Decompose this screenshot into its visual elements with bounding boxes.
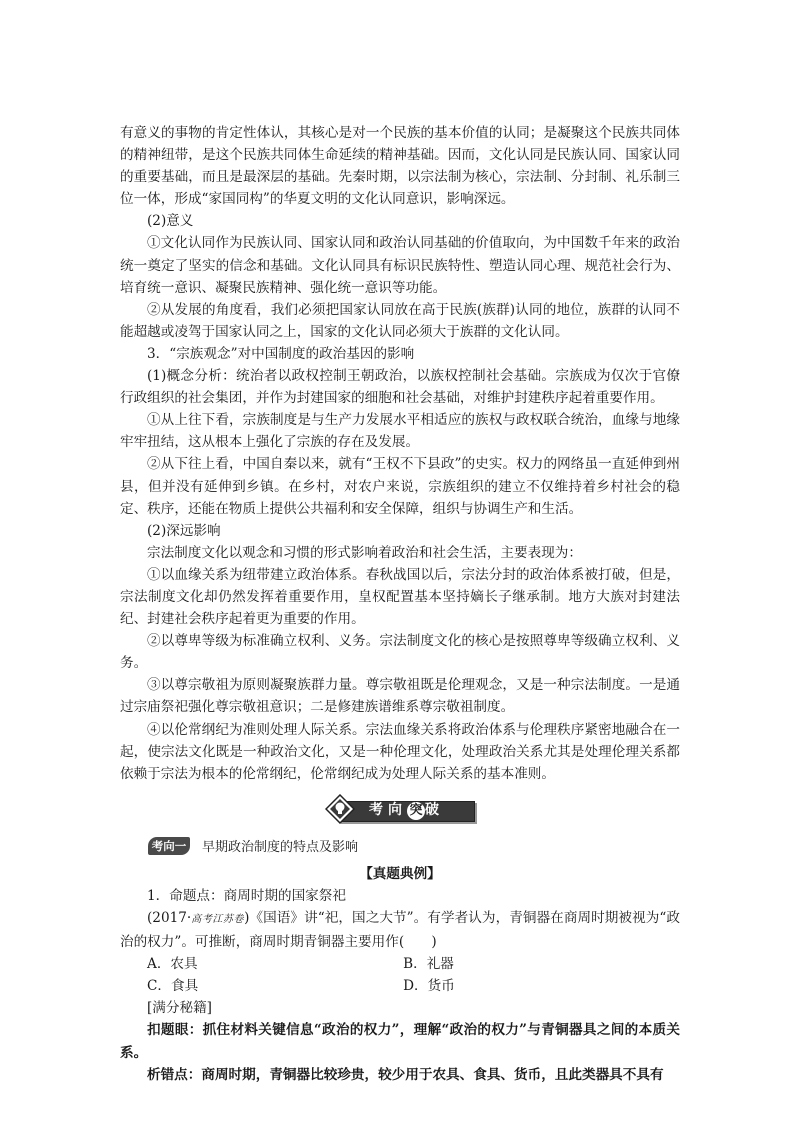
question-stem	[120, 907, 680, 953]
kaoxiang-title: 早期政治制度的特点及影响	[202, 840, 359, 856]
paragraph-top-down: ①从上往下看，宗族制度是与生产力发展水平相适应的族权与政权联合统治，血缘与地缘牢牢扭结，这从根本上强化了宗族的存在及发展。	[120, 412, 680, 451]
tips-title: [满分秘籍]	[147, 1000, 212, 1017]
options-row-2	[120, 975, 680, 997]
subheading-significance: (2)意义	[147, 213, 194, 230]
document-page	[120, 122, 680, 1086]
paragraph-influence-1: ①以血缘关系为纽带建立政治体系。春秋战国以后，宗法分封的政治体系被打破，但是，宗法制度文化却仍然发挥着重要作用，皇权配置基本坚持嫡长子继承制。地方大族对封建法纪、封建社会秩序起着更为重要的作用。	[120, 566, 680, 628]
option-c: C．食具	[147, 978, 199, 995]
question-stem-text: 《国语》讲“祀，国之大节”。有学者认为，青铜器在商周时期被视为“政治的权力”。可推断，商周时期青铜器主要用作( )	[120, 910, 680, 951]
section-banner	[120, 789, 680, 831]
lightbulb-icon	[325, 794, 355, 824]
subheading-far-reaching: (2)深远影响	[147, 522, 221, 539]
paragraph-influence-4: ④以伦常纲纪为准则处理人际关系。宗法血缘关系将政治体系与伦理秩序紧密地融合在一起，使宗法文化既是一种政治文化，又是一种伦理文化，处理政治关系尤其是处理伦理关系都依赖于宗法为根本的伦常纲纪，伦常纲纪成为处理人际关系的基本准则。	[120, 721, 680, 782]
option-b: B．礼器	[403, 956, 454, 973]
paragraph-influence-intro: 宗法制度文化以观念和习惯的形式影响着政治和社会生活，主要表现为：	[147, 544, 582, 561]
options-row-1	[120, 953, 680, 975]
banner-text-c: 破	[425, 802, 444, 819]
option-a: A．农具	[147, 956, 198, 973]
section-title: 【真题典例】	[359, 865, 441, 882]
banner-box	[325, 797, 475, 823]
badge-label: 考向一	[151, 838, 187, 853]
question-point: 1．命题点：商周时期的国家祭祀	[147, 887, 346, 904]
banner-text	[369, 799, 444, 820]
kaoxiang-heading	[148, 833, 680, 859]
paragraph-continuation: 有意义的事物的肯定性体认，其核心是对一个民族的基本价值的认同；是凝聚这个民族共同体的精神纽带，是这个民族共同体生命延续的精神基础。因而，文化认同是民族认同、国家认同的重要基础，而且是最深层的基础。先秦时期，以宗法制为核心，宗法制、分封制、礼乐制三位一体，形成“家国同构”的华夏文明的文化认同意识，影响深远。	[120, 125, 680, 208]
question-year: (2017·	[147, 910, 192, 926]
paragraph-bottom-up: ②从下往上看，中国自秦以来，就有“王权不下县政”的史实。权力的网络虽一直延伸到州县，但并没有延伸到乡镇。在乡村，对农户来说，宗族组织的建立不仅维持着乡村社会的稳定、秩序，还能在物质上提供公共福利和安全保障，组织与协调生产和生活。	[120, 456, 680, 517]
paragraph-concept-analysis: (1)概念分析：统治者以政权控制王朝政治，以族权控制社会基础。宗族成为仅次于官僚行政组织的社会集团，并作为封建国家的细胞和社会基础，对维护封建秩序起着重要作用。	[120, 368, 680, 407]
tip-error-analysis: 析错点：商周时期，青铜器比较珍贵，较少用于农具、食具、货币，且此类器具不具有	[147, 1066, 664, 1083]
banner-text-a: 考向	[369, 802, 407, 819]
paragraph-significance-1: ①文化认同作为民族认同、国家认同和政治认同基础的价值取向，为中国数千年来的政治统一奠定了坚实的信念和基础。文化认同具有标识民族特性、塑造认同心理、规范社会行为、培育统一意识、凝聚民族精神、强化统一意识等功能。	[120, 235, 680, 296]
paragraph-influence-2: ②以尊卑等级为标准确立权利、义务。宗法制度文化的核心是按照尊卑等级确立权利、义务。	[120, 633, 680, 672]
question-source-close: )	[244, 910, 250, 926]
kaoxiang-badge	[148, 837, 190, 855]
option-d: D．货币	[403, 978, 455, 995]
paragraph-significance-2: ②从发展的角度看，我们必须把国家认同放在高于民族(族群)认同的地位，族群的认同不能超越或凌驾于国家认同之上，国家的文化认同必须大于族群的文化认同。	[120, 301, 680, 340]
paragraph-influence-3: ③以尊宗敬祖为原则凝聚族群力量。尊宗敬祖既是伦理观念，又是一种宗法制度。一是通过宗庙祭祀强化尊宗敬祖意识；二是修建族谱维系尊宗敬祖制度。	[120, 677, 680, 716]
heading-clan-concept: 3．“宗族观念”对中国制度的政治基因的影响	[147, 345, 415, 362]
banner-text-circle: 突	[407, 802, 425, 820]
question-source: 高考江苏卷	[191, 914, 245, 925]
tip-keyword: 扣题眼：抓住材料关键信息“政治的权力”，理解“政治的权力”与青铜器具之间的本质关系。	[120, 1022, 680, 1061]
